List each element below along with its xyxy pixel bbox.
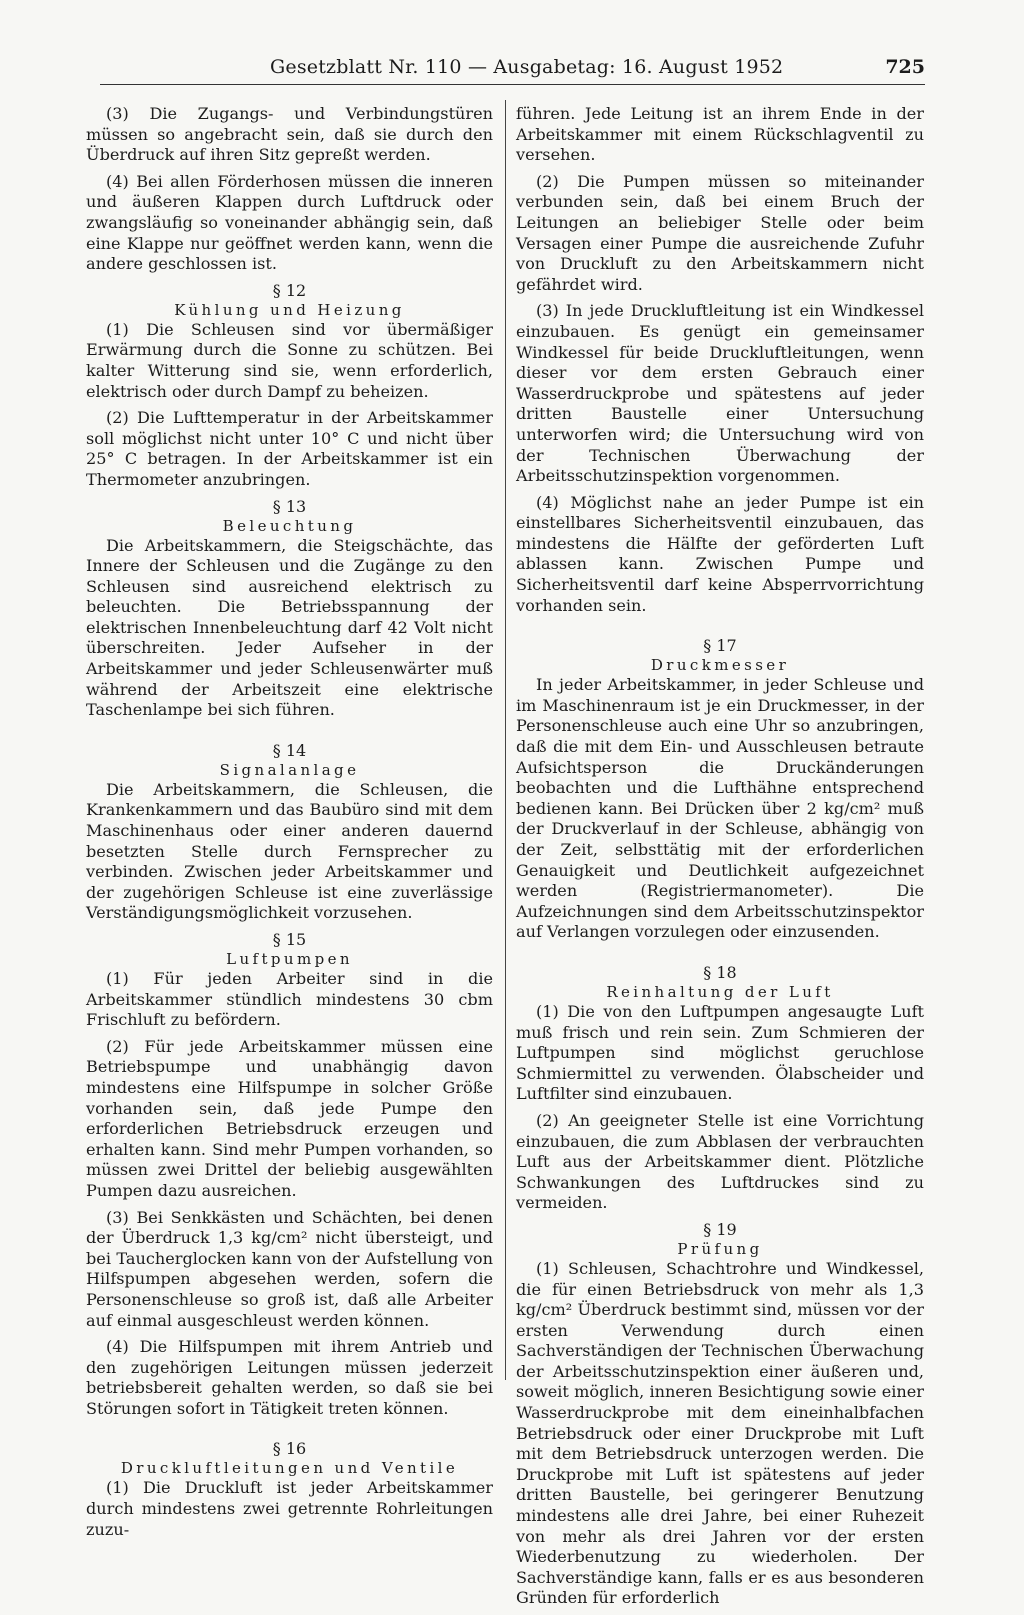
page-header — [100, 54, 925, 85]
section-number: § 14 — [272, 740, 307, 760]
section-number: § 12 — [272, 280, 307, 300]
section-heading — [516, 963, 924, 1002]
section-number: § 18 — [703, 962, 737, 982]
header-title: Gesetzblatt Nr. 110 — Ausgabetag: 16. August 1952 — [270, 56, 784, 78]
paragraph: (3) Bei Senkkästen und Schächten, bei denen der Überdruck 1,3 kg/cm² nicht übersteigt, und bei Taucherglocken kann von der Aufstellung von Hilfspumpen abgesehen werden, sofern die Personenschleuse so groß ist, daß alle Arbeiter auf einmal ausgeschleust werden können. — [86, 1207, 493, 1330]
paragraph: (1) Die von den Luftpumpen angesaugte Luft muß frisch und rein sein. Zum Schmieren der Luftpumpen sind möglichst geruchlose Schmiermittel zu verwenden. Ölabscheider und Luftfilter sind einzubauen. — [516, 1001, 924, 1104]
section-number: § 16 — [272, 1439, 307, 1459]
paragraph: (2) Für jede Arbeitskammer müssen eine Betriebspumpe und unabhängig davon mindestens eine Hilfspumpe in solcher Größe vorhanden sein, daß jede Pumpe den erforderlichen Betriebsdruck erzeugen und erhalten kann. Sind mehr Pumpen vorhanden, so müssen zwei Drittel der beliebig ausgewählten Pumpen dazu ausreichen. — [86, 1036, 493, 1200]
paragraph: (3) In jede Druckluftleitung ist ein Windkessel einzubauen. Es genügt ein gemeinsamer Windkessel für beide Druckluftleitungen, wenn dieser vor dem ersten Gebrauch einer Wasserdruckprobe und spätestens auf jeder dritten Baustelle einer Untersuchung unterworfen wird; die Untersuchung wird von der Technischen Überwachung der Arbeitsschutzinspektion vorgenommen. — [516, 301, 924, 486]
paragraph: In jeder Arbeitskammer, in jeder Schleuse und im Maschinenraum ist je ein Druckmesser, in der Personenschleuse auch eine Uhr so anzubringen, daß die mit dem Ein- und Ausschleusen betraute Aufsichtsperson die Druckänderungen beobachten und die Lufthähne entsprechend bedienen kann. Bei Drücken über 2 kg/cm² muß der Druckverlauf in der Schleuse, abhängig von der Zeit, selbsttätig mit der erforderlichen Genauigkeit und Deutlichkeit aufgezeichnet werden (Registriermanometer). Die Aufzeichnungen sind dem Arbeitsschutzinspektor auf Verlangen vorzulegen oder einzusenden. — [516, 675, 924, 942]
section-heading — [516, 1220, 924, 1259]
section-title: Kühlung und Heizung — [174, 300, 405, 319]
paragraph: (2) An geeigneter Stelle ist eine Vorrichtung einzubauen, die zum Abblasen der verbrauchten Luft aus der Arbeitskammer dient. Plötzliche Schwankungen des Luftdruckes sind zu vermeiden. — [516, 1110, 924, 1213]
section-number: § 15 — [272, 930, 307, 949]
section-number: § 13 — [272, 496, 307, 516]
section-heading — [86, 497, 493, 536]
paragraph: führen. Jede Leitung ist an ihrem Ende in der Arbeitskammer mit einem Rückschlagventil zu versehen. — [516, 104, 924, 165]
paragraph: (1) Schleusen, Schachtrohre und Windkessel, die für einen Betriebsdruck von mehr als 1,3 kg/cm² Überdruck bestimmt sind, müssen vor der ersten Verwendung durch einen Sachverständigen der Technischen Überwachung der Arbeitsschutzinspektion einer äußeren und, soweit möglich, inneren Besichtigung sowie einer Wasserdruckprobe mit dem eineinhalbfachen Betriebsdruck oder einer Druckprobe mit Luft mit dem Betriebsdruck unterzogen werden. Die Druckprobe mit Luft ist spätestens auf jeder dritten Baustelle, bei geringerer Benutzung mindestens alle drei Jahre, bei einer Ruhezeit von mehr als drei Jahren vor der ersten Wiederbenutzung zu wiederholen. Der Sachverständige kann, falls er es aus besonderen Gründen für erforderlich — [516, 1258, 924, 1608]
column-divider — [505, 100, 506, 1380]
paragraph: Die Arbeitskammern, die Schleusen, die Krankenkammern und das Baubüro sind mit dem Maschinenhaus oder einer anderen dauernd besetzten Stelle durch Fernsprecher zu verbinden. Zwischen jeder Arbeitskammer und der zugehörigen Schleuse ist eine zuverlässige Verständigungsmöglichkeit vorzusehen. — [86, 779, 493, 923]
paragraph: (4) Bei allen Förderhosen müssen die inneren und äußeren Klappen durch Luftdruck oder zwangsläufig so voneinander abhängig sein, daß eine Klappe nur geöffnet werden kann, wenn die andere geschlossen ist. — [86, 171, 493, 274]
section-title: Prüfung — [677, 1239, 763, 1258]
section-number: § 17 — [703, 636, 737, 656]
paragraph: (1) Die Schleusen sind vor übermäßiger Erwärmung durch die Sonne zu schützen. Bei kalter Witterung sind sie, wenn erforderlich, elektrisch oder durch Dampf zu beheizen. — [86, 319, 493, 401]
section-title: Luftpumpen — [226, 950, 353, 968]
paragraph: (2) Die Pumpen müssen so miteinander verbunden sein, daß bei einem Bruch der Leitungen an beliebiger Stelle oder beim Versagen einer Pumpe die ausreichende Zufuhr von Druckluft zu den Arbeitskammern nicht gefährdet wird. — [516, 171, 924, 294]
section-number: § 19 — [703, 1219, 737, 1239]
section-title: Signalanlage — [219, 760, 360, 779]
section-heading — [86, 281, 493, 320]
section-title: Druckluftleitungen und Ventile — [120, 1459, 459, 1478]
section-heading — [516, 636, 924, 675]
paragraph: Die Arbeitskammern, die Steigschächte, das Innere der Schleusen und die Zugänge zu den Schleusen sind ausreichend elektrisch zu beleuchten. Die Betriebsspannung der elektrischen Innenbeleuchtung darf 42 Volt nicht überschreiten. Jeder Aufseher in der Arbeitskammer und jeder Schleusenwärter muß während der Arbeitszeit eine elektrische Taschenlampe bei sich führen. — [86, 535, 493, 720]
paragraph: (4) Möglichst nahe an jeder Pumpe ist ein einstellbares Sicherheitsventil einzubauen, das mindestens die Hälfte der geförderten Luft ablassen kann. Zwischen Pumpe und Sicherheitsventil darf keine Absperrvorrichtung vorhanden sein. — [516, 492, 924, 615]
section-title: Reinhaltung der Luft — [606, 982, 834, 1001]
left-column — [86, 104, 493, 1546]
section-heading — [86, 741, 493, 780]
section-heading — [86, 930, 493, 969]
paragraph: (2) Die Lufttemperatur in der Arbeitskammer soll möglichst nicht unter 10° C und nicht über 25° C betragen. In der Arbeitskammer ist ein Thermometer anzubringen. — [86, 408, 493, 489]
page-number: 725 — [885, 56, 925, 78]
section-title: Druckmesser — [650, 656, 790, 675]
paragraph: (1) Für jeden Arbeiter sind in die Arbeitskammer stündlich mindestens 30 cbm Frischluft zu befördern. — [86, 969, 493, 1030]
right-column — [516, 104, 924, 1615]
paragraph: (3) Die Zugangs- und Verbindungstüren müssen so angebracht sein, daß sie durch den Überdruck auf ihren Sitz gepreßt werden. — [86, 104, 493, 165]
section-title: Beleuchtung — [222, 516, 357, 535]
paragraph: (1) Die Druckluft ist jeder Arbeitskammer durch mindestens zwei getrennte Rohrleitungen zuzu- — [86, 1478, 493, 1539]
paragraph: (4) Die Hilfspumpen mit ihrem Antrieb und den zugehörigen Leitungen müssen jederzeit betriebsbereit gehalten werden, so daß sie bei Störungen sofort in Tätigkeit treten können. — [86, 1337, 493, 1418]
section-heading — [86, 1439, 493, 1478]
